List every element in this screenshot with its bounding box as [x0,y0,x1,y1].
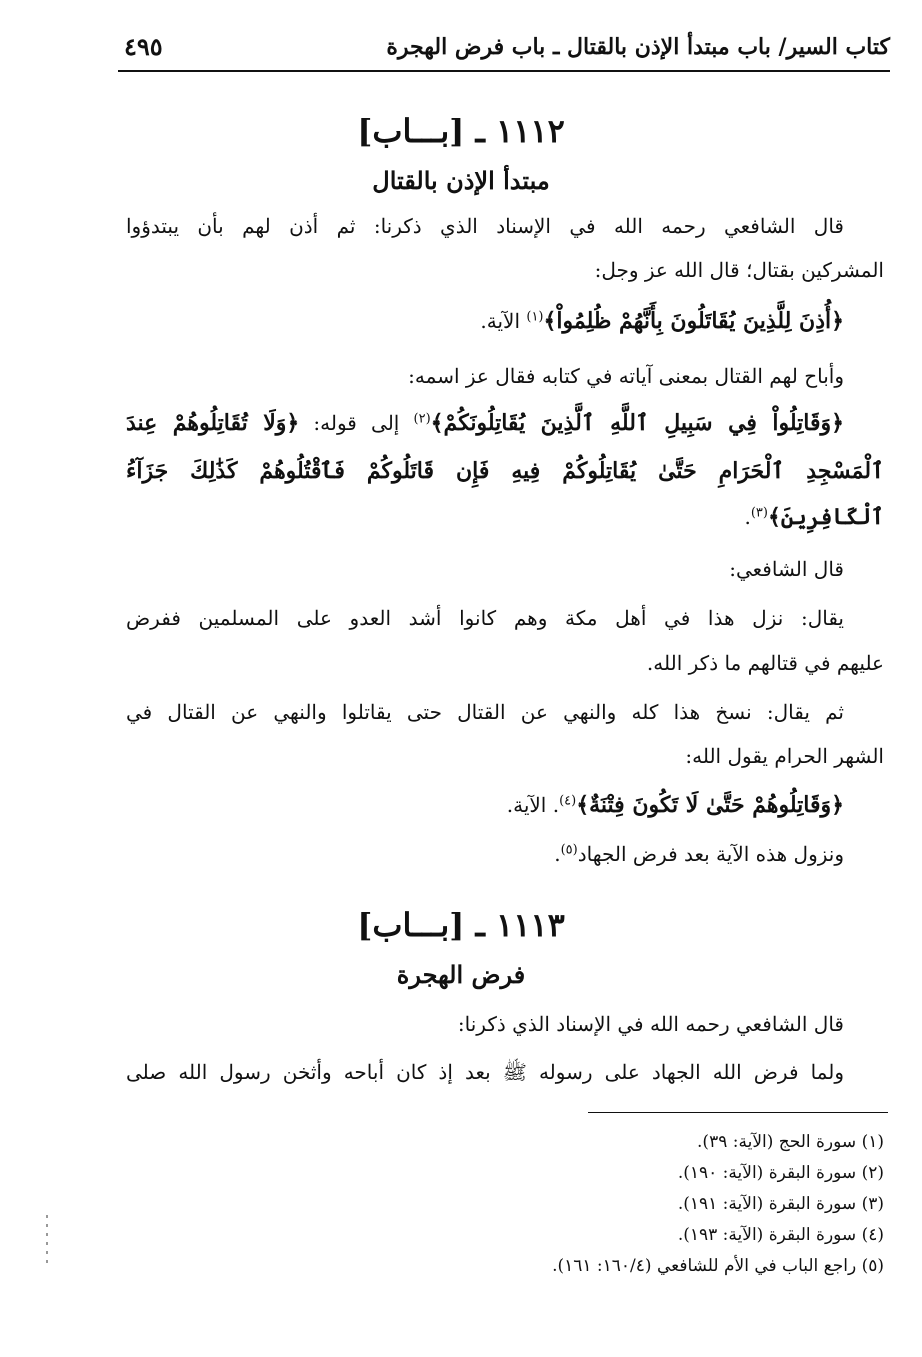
footnote-divider [588,1112,888,1113]
paragraph-line: قال الشافعي رحمه الله في الإسناد الذي ذكرنا: ثم أذن لهم بأن يبتدؤوا [126,214,844,238]
footnote-ref: (٢) [413,411,431,427]
paragraph-line: المشركين بقتال؛ قال الله عز وجل: [594,258,884,282]
paragraph-line: عليهم في قتالهم ما ذكر الله. [646,651,884,675]
page-number: ٤٩٥ [124,32,163,61]
paragraph-line: الشهر الحرام يقول الله: [685,744,884,768]
quran-verse: ٱلْكَافِرِينَ﴾ [767,504,884,530]
footnote: (٤) سورة البقرة (الآية: ١٩٣). [677,1225,884,1245]
footnote: (٣) سورة البقرة (الآية: ١٩١). [677,1194,884,1214]
paragraph-line: ثم يقال: نسخ هذا كله والنهي عن القتال حتى يقاتلوا والنهي عن القتال في [126,700,844,724]
paragraph-line [554,842,844,866]
chapter-number: ١١١٣ ـ [بـــاب] [357,906,565,944]
quran-verse-line [507,792,844,818]
quran-verse: ﴿أُذِنَ لِلَّذِينَ يُقَاتَلُونَ بِأَنَّهُمْ ظُلِمُواْ﴾ [543,308,844,334]
paragraph-line: قال الشافعي رحمه الله في الإسناد الذي ذكرنا: [457,1012,844,1036]
footnote: (١) سورة الحج (الآية: ٣٩). [697,1132,884,1152]
paragraph-line: يقال: نزل هذا في أهل مكة وهم كانوا أشد العدو على المسلمين ففرض [126,606,844,630]
footnote-ref: (٣) [750,505,768,521]
verse-connector: إلى قوله: [299,411,414,435]
quran-verse-line [480,308,844,334]
footnote-ref: (٤) [559,793,577,809]
footnote-ref: (١) [526,309,544,325]
quran-verse: ﴿وَقَاتِلُواْ فِي سَبِيلِ ٱللَّهِ ٱلَّذِينَ يُقَاتِلُونَكُمْ﴾ [430,410,845,436]
verse-suffix: الآية. [480,309,527,333]
running-header [118,32,890,72]
paragraph-suffix: . [554,842,561,866]
paragraph-line: وأباح لهم القتال بمعنى آياته في كتابه فقال عز اسمه: [408,364,844,388]
quran-verse-line [744,504,884,530]
quran-verse-line: ٱلْمَسْجِدِ ٱلْحَرَامِ حَتَّىٰ يُقَاتِلُوكُمْ فِيهِ فَإِن قَاتَلُوكُمْ فَٱقْتُلُوهُمْ كَذَٰلِكَ جَزَآءُ [126,458,884,484]
quran-verse-line [126,410,844,436]
quran-verse: ﴿وَلَا تُقَاتِلُوهُمْ عِندَ [126,410,300,436]
paragraph-text: ونزول هذه الآية بعد فرض الجهاد [577,842,844,866]
paragraph-line: ولما فرض الله الجهاد على رسوله ﷺ بعد إذ كان أباحه وأثخن رسول الله صلى [126,1060,844,1084]
quran-verse: ﴿وَقَاتِلُوهُمْ حَتَّىٰ لَا تَكُونَ فِتْنَةٌ﴾ [576,792,844,818]
footnote: (٥) راجع الباب في الأم للشافعي (١٦٠/٤: ١٦١). [552,1256,884,1276]
verse-suffix: . [744,505,751,529]
footnote: (٢) سورة البقرة (الآية: ١٩٠). [677,1163,884,1183]
footnote-ref: (٥) [560,842,578,858]
verse-suffix: . الآية. [506,793,560,817]
paragraph-line: قال الشافعي: [729,557,844,581]
chapter-number: ١١١٢ ـ [بـــاب] [357,112,565,150]
chapter-title: فرض الهجرة [396,960,526,989]
header-title: كتاب السير/ باب مبتدأ الإذن بالقتال ـ باب فرض الهجرة [386,34,890,60]
chapter-title: مبتدأ الإذن بالقتال [372,166,550,195]
scan-margin-marks [40,1215,54,1275]
